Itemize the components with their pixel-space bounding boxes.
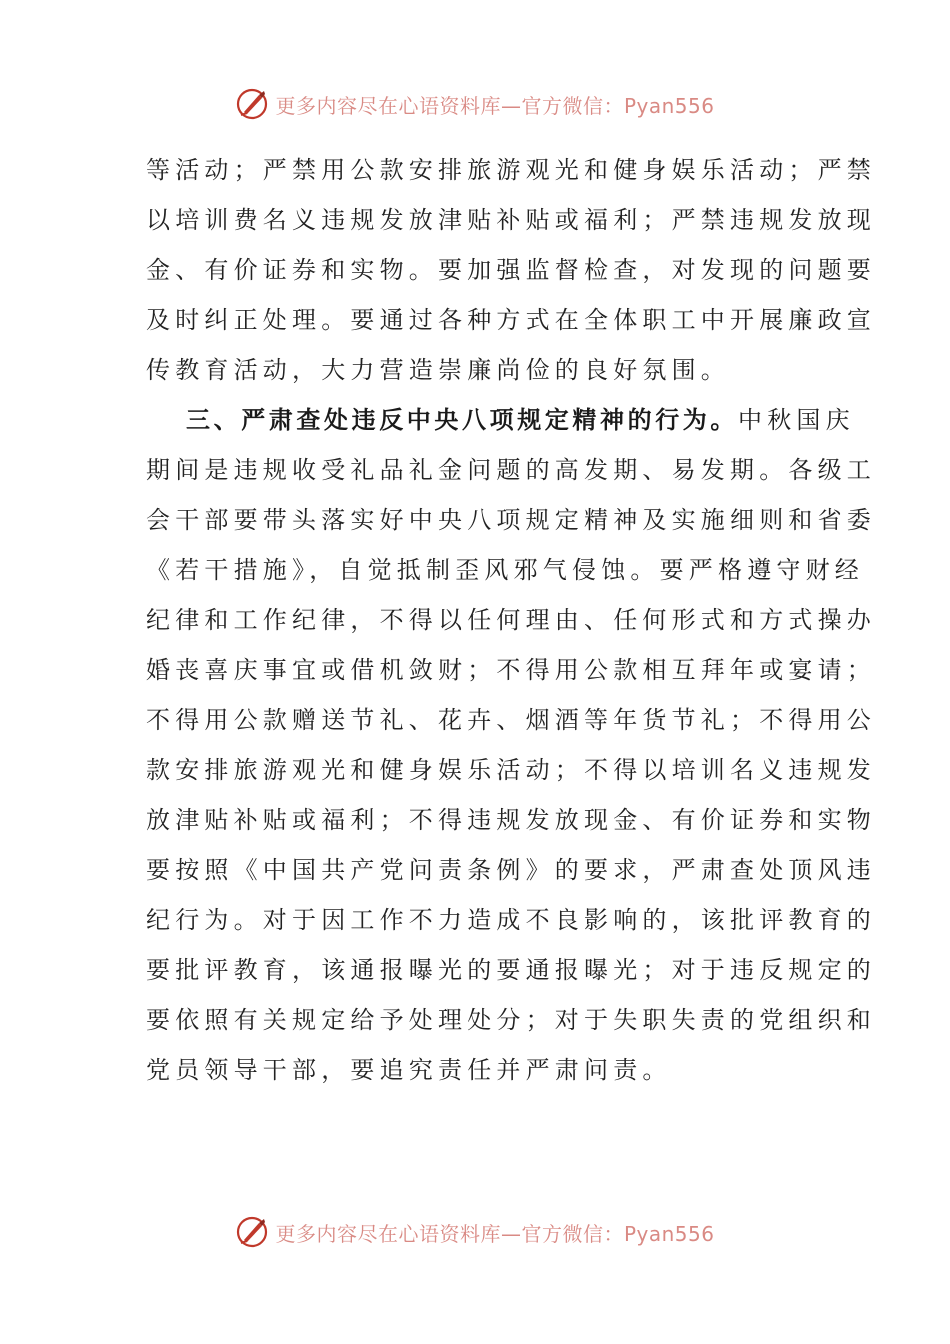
paragraph-line: 及时纠正处理。要通过各种方式在全体职工中开展廉政宣 bbox=[146, 306, 876, 334]
footer-banner bbox=[0, 1210, 950, 1254]
section-heading-line bbox=[146, 395, 855, 445]
paragraph-line: 等活动；严禁用公款安排旅游观光和健身娱乐活动；严禁 bbox=[146, 156, 876, 184]
paragraph-line: 款安排旅游观光和健身娱乐活动；不得以培训名义违规发 bbox=[146, 756, 876, 784]
paragraph-line: 不得用公款赠送节礼、花卉、烟酒等年货节礼；不得用公 bbox=[146, 706, 876, 734]
paragraph-line: 纪行为。对于因工作不力造成不良影响的，该批评教育的 bbox=[146, 906, 876, 934]
paragraph-line: 传教育活动，大力营造崇廉尚俭的良好氛围。 bbox=[146, 356, 730, 384]
quill-pen-logo-icon bbox=[235, 87, 269, 121]
header-banner-text: 更多内容尽在心语资料库—官方微信：Pyan556 bbox=[275, 93, 715, 118]
paragraph-line: 期间是违规收受礼品礼金问题的高发期、易发期。各级工 bbox=[146, 456, 876, 484]
paragraph-line: 《若干措施》，自觉抵制歪风邪气侵蚀。要严格遵守财经 bbox=[146, 556, 864, 584]
paragraph-line: 要依照有关规定给予处理处分；对于失职失责的党组织和 bbox=[146, 1006, 876, 1034]
quill-pen-logo-icon bbox=[235, 1215, 269, 1249]
paragraph-line: 金、有价证券和实物。要加强监督检查，对发现的问题要 bbox=[146, 256, 876, 284]
paragraph-line: 会干部要带头落实好中央八项规定精神及实施细则和省委 bbox=[146, 506, 876, 534]
paragraph-line: 要批评教育，该通报曝光的要通报曝光；对于违反规定的 bbox=[146, 956, 876, 984]
section-heading-tail: 中秋国庆 bbox=[738, 406, 855, 434]
paragraph-line: 要按照《中国共产党问责条例》的要求，严肃查处顶风违 bbox=[146, 856, 876, 884]
paragraph-line: 纪律和工作纪律，不得以任何理由、任何形式和方式操办 bbox=[146, 606, 876, 634]
document-body bbox=[146, 145, 876, 1095]
paragraph-line: 放津贴补贴或福利；不得违规发放现金、有价证券和实物 bbox=[146, 806, 876, 834]
paragraph-line: 以培训费名义违规发放津贴补贴或福利；严禁违规发放现 bbox=[146, 206, 876, 234]
footer-banner-text: 更多内容尽在心语资料库—官方微信：Pyan556 bbox=[275, 1221, 715, 1246]
paragraph-line: 党员领导干部，要追究责任并严肃问责。 bbox=[146, 1056, 672, 1084]
section-heading: 三、严肃查处违反中央八项规定精神的行为。 bbox=[186, 406, 738, 434]
paragraph-line: 婚丧喜庆事宜或借机敛财；不得用公款相互拜年或宴请； bbox=[146, 656, 876, 684]
header-banner bbox=[0, 82, 950, 126]
